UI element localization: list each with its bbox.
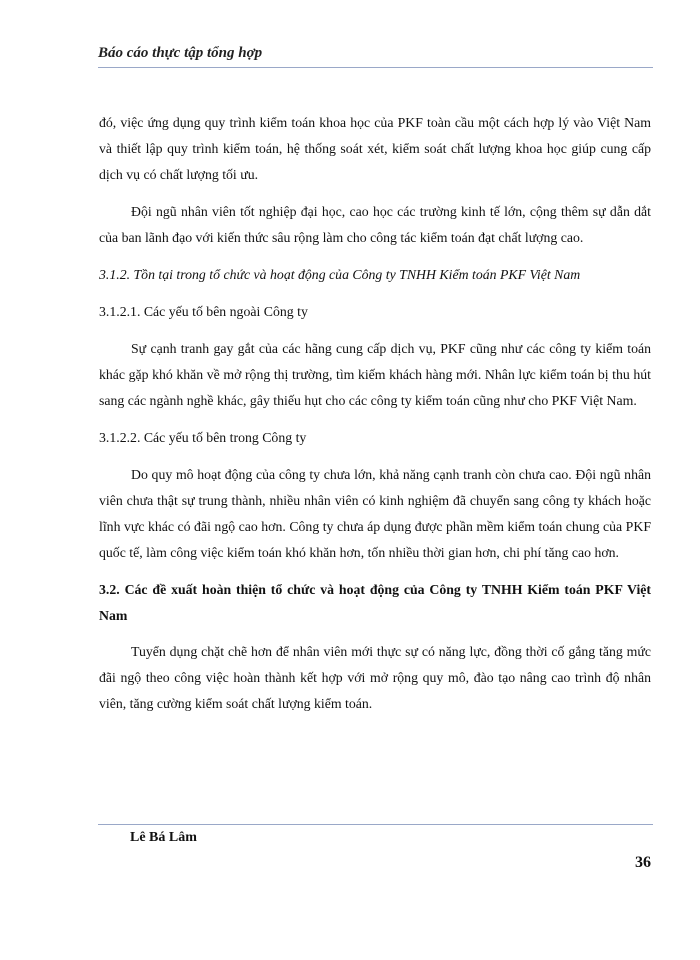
paragraph-external-factors: Sự cạnh tranh gay gắt của các hãng cung cấp dịch vụ, PKF cũng như các công ty kiểm toán khác gặp khó khăn về mở rộng thị trường, tìm kiếm khách hàng mới. Nhân lực kiểm toán bị thu hút sang các ngành nghề khác, gây thiếu hụt cho các công ty kiểm toán cũng như cho PKF Việt Nam.: [99, 341, 651, 408]
paragraph-internal-factors: Do quy mô hoạt động của công ty chưa lớn, khả năng cạnh tranh còn chưa cao. Đội ngũ nhân viên chưa thật sự trung thành, nhiều nhân viên có kinh nghiệm đã chuyển sang công ty khách hoặc lĩnh vực khác có đãi ngộ cao hơn. Công ty chưa áp dụng được phần mềm kiểm toán chung của PKF quốc tế, làm công việc kiểm toán khó khăn hơn, tốn nhiều thời gian hơn, chi phí tăng cao hơn.: [99, 467, 651, 560]
section-heading-3-2: 3.2. Các đề xuất hoàn thiện tổ chức và hoạt động của Công ty TNHH Kiểm toán PKF Việt Nam: [99, 582, 651, 623]
footer-divider: [98, 824, 653, 825]
paragraph-staff: Đội ngũ nhân viên tốt nghiệp đại học, cao học các trường kinh tế lớn, cộng thêm sự dẫn dắt của ban lãnh đạo với kiến thức sâu rộng làm cho công tác kiểm toán đạt chất lượng cao.: [99, 204, 651, 245]
page-body: [99, 110, 651, 728]
header-divider: [98, 67, 653, 68]
paragraph-proposals: Tuyển dụng chặt chẽ hơn để nhân viên mới thực sự có năng lực, đồng thời cố gắng tăng mức đãi ngộ theo công việc hoàn thành kết hợp với mở rộng quy mô, đào tạo nâng cao trình độ nhân viên, tăng cường kiểm soát chất lượng kiểm toán.: [99, 644, 651, 711]
subsection-heading-3-1-2-2: 3.1.2.2. Các yếu tố bên trong Công ty: [99, 430, 307, 445]
subsection-heading-3-1-2-1: 3.1.2.1. Các yếu tố bên ngoài Công ty: [99, 304, 308, 319]
running-header: Báo cáo thực tập tổng hợp: [98, 45, 263, 61]
paragraph-continuation: đó, việc ứng dụng quy trình kiểm toán khoa học của PKF toàn cầu một cách hợp lý vào Việt Nam và thiết lập quy trình kiểm toán, hệ thống soát xét, kiểm soát chất lượng khoa học giúp cung cấp dịch vụ có chất lượng tối ưu.: [99, 115, 651, 182]
author-name: Lê Bá Lâm: [130, 830, 197, 845]
page-number: 36: [635, 854, 651, 871]
subsection-heading-3-1-2: 3.1.2. Tồn tại trong tổ chức và hoạt động của Công ty TNHH Kiểm toán PKF Việt Nam: [99, 267, 581, 282]
